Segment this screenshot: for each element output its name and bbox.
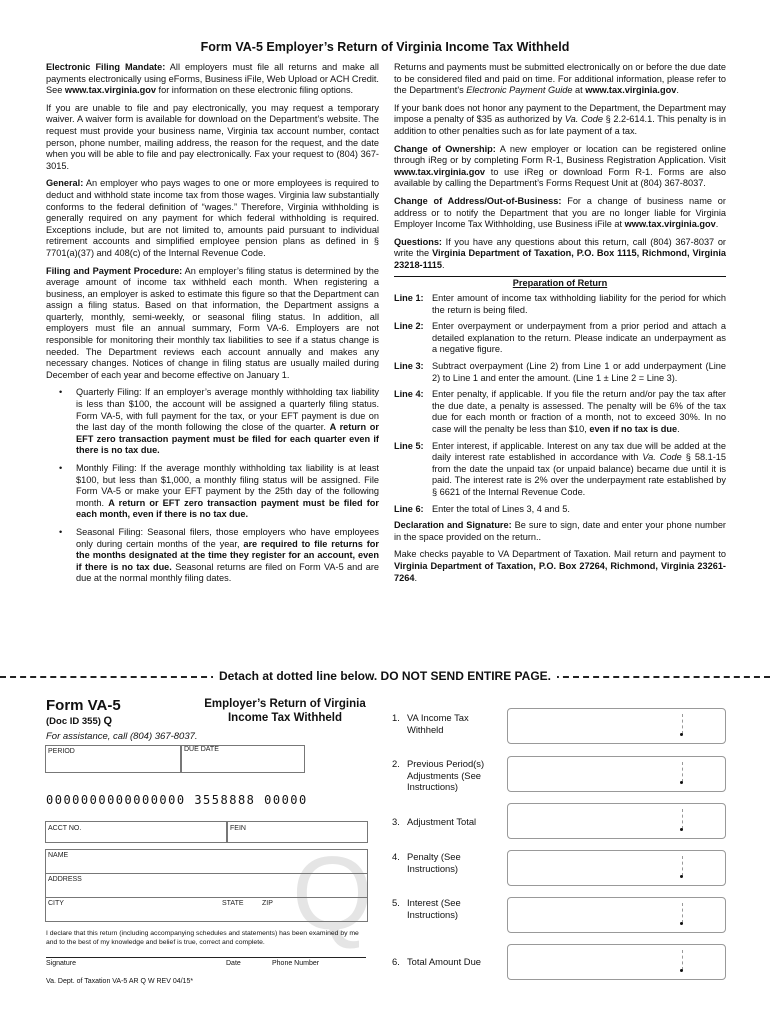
line-number: 1. [392,712,400,723]
waiver-paragraph: If you are unable to file and pay electronically, you may request a temporary waiver. A waiver form is available for download on the Department’s website. The request must provide your business name, Virginia tax account number, contact person, phone number, mailing address, the reason for the request, and the date when you will be able to file and pay electronically. Fax your request to (804) 367-3015. [46,102,379,171]
filing-procedure-heading: Filing and Payment Procedure: [46,265,183,276]
line4-end: . [677,424,680,435]
payment-guide-link[interactable]: www.tax.virginia.gov [585,85,677,96]
at-text: at [575,85,583,96]
line5-amount-box[interactable] [507,897,726,933]
line1-label: Line 1: [394,293,424,304]
efm-tail: for information on these electronic filing options. [158,85,354,96]
doc-q: Q [103,715,113,727]
name-field[interactable] [45,849,368,874]
address-field[interactable] [45,873,368,898]
line4-text: Enter penalty, if applicable. If you file the return and/or pay the tax after the due date, a penalty is assessed. The penalty will be 6% of the tax due for each month or fraction of a month, not to exceed 30%. In no case will the penalty be less than $10, [432,389,726,435]
line5-code-ref: Va. Code [642,452,682,463]
phone-label: Phone Number [272,960,320,967]
period-label: PERIOD [48,748,75,755]
electronic-submission-paragraph [394,62,726,97]
name-label: NAME [48,852,69,859]
filing-status-list [46,387,379,585]
address-change-end: . [715,219,719,230]
decimal-divider [682,762,683,782]
general-text: An employer who pays wages to one or more employees is required to deduct and withhold state income tax from those wages. Virginia law substantially conforms to the federal definition of “wages.” Therefore, Virginia withholding is generally required on any payment for which federal withholding is required. Exceptions include, but are not limited to, amounts paid pursuant to individual retirement accounts and simplified employee pension plans as defined in § 7701(a)(37) and 408(c) of the Internal Revenue Code. [46,178,379,258]
due-date-label: DUE DATE [184,746,219,753]
preparation-heading: Preparation of Return [394,276,726,290]
address-change-link[interactable]: www.tax.virginia.gov [624,219,716,230]
line3-text: Subtract overpayment (Line 2) from Line 1 or add underpayment (Line 2) to Line 1 and enter the amount. (Line 1 ± Line 2 = Line 3). [432,361,726,383]
line5-label: Line 5: [394,440,424,451]
checks-end: . [414,572,418,583]
period-mark: . [676,85,679,96]
signature-label: Signature [46,960,76,967]
payment-guide-title: Electronic Payment Guide [466,85,573,96]
monthly-filing-emphasis: A return or EFT zero transaction payment must be filed for each month, even if there is no tax due. [76,497,379,520]
questions-paragraph [394,237,726,272]
bank-penalty-paragraph [394,103,726,138]
decimal-point [680,875,683,878]
decimal-divider [682,714,683,734]
assistance-line: For assistance, call (804) 367-8037. [46,731,198,742]
line-label: Total Amount Due [407,956,481,967]
ownership-paragraph [394,144,726,190]
line-number: 3. [392,816,400,827]
general-paragraph [46,178,379,259]
checks-address: Virginia Department of Taxation, P.O. Box 27264, Richmond, Virginia 23261-7264 [394,560,726,583]
line2-amount-box[interactable] [507,756,726,792]
ownership-text: A new employer or location can be registered online through iReg or by completing Form R-1, Business Registration Application. Visit [394,143,726,166]
seasonal-filing-text: Seasonal Filing: Seasonal filers, those employers who have employees only during certain months of the year, [76,526,379,549]
seasonal-filing-item [76,527,379,585]
line4-emphasis: even if no tax is due [589,424,678,435]
acct-no-label: ACCT NO. [48,825,82,832]
line-number: 5. [392,897,400,908]
ownership-tail: to use iReg or download Form R-1. Forms are also available by calling the Department’s Forms Request Unit at (804) 367-8037. [394,166,726,189]
decimal-point [680,733,683,736]
electronic-submission-text: Returns and payments must be submitted electronically on or before the due date to be considered filed and paid on time. For additional information, please refer to the Department's [394,62,726,96]
line2-label: Line 2: [394,321,424,332]
line1-instruction [394,293,726,316]
detach-line [0,667,770,681]
filing-procedure-text: An employer’s filing status is determined by the average amount of income tax withheld each month. When registering a business, an employer is asked to estimate this figure so that the Department can assign a filing status. Based on that information, the Department assigns a quarterly, monthly, semi-weekly, or seasonal filing status. In addition, all employers must file an annual summary, Form VA-6. Employers are not responsible for monitoring their monthly tax liabilities to see if a status change is needed. The Department reviews each account annually and makes any necessary changes. Notices of change in filing status are usually mailed during December of each year and become effective on January 1. [46,265,380,380]
address-change-heading: Change of Address/Out-of-Business: [394,195,562,206]
line-label: VA Income Tax Withheld [407,712,469,735]
watermark-q: Q [292,836,373,952]
efm-heading: Electronic Filing Mandate: [46,62,166,72]
ownership-heading: Change of Ownership: [394,143,496,154]
line4-instruction [394,389,726,435]
detach-notice [0,667,770,685]
line6-text: Enter the total of Lines 3, 4 and 5. [432,503,570,514]
line1-text: Enter amount of income tax withholding liability for the period for which the return is being filed. [432,293,726,315]
line4-amount-box[interactable] [507,850,726,886]
line6-label: Line 6: [394,503,424,514]
line3-label: Line 3: [394,361,424,372]
filing-procedure-paragraph [46,266,379,382]
bank-penalty-tail: § 2.2-614.1. This penalty is in addition to other penalties such as for late payment of a tax. [394,114,726,136]
general-heading: General: [46,178,84,189]
questions-heading: Questions: [394,236,442,247]
page-title: Form VA-5 Employer’s Return of Virginia Income Tax Withheld [200,40,570,54]
state-label: STATE [222,900,244,907]
decimal-point [680,922,683,925]
decimal-point [680,828,683,831]
line4-label: Line 4: [394,389,424,400]
efm-website-link[interactable]: www.tax.virginia.gov [64,85,156,96]
form-name: Form VA-5 [46,697,121,714]
line5-instruction [394,441,726,499]
decimal-divider [682,903,683,923]
line3-instruction [394,361,726,384]
ownership-link[interactable]: www.tax.virginia.gov [394,166,486,177]
quarterly-filing-emphasis: A return or EFT zero transaction payment must be filed for each quarter even if there is no tax due. [76,422,379,456]
line-number: 4. [392,851,400,862]
monthly-filing-text: Monthly Filing: If the average monthly withholding tax liability is at least $100, but less than $1,000, a monthly filing status will be assigned. File Form VA-5 or make your EFT payment by the 25th day of the following month. [76,463,379,508]
quarterly-filing-text: Quarterly Filing: If an employer’s average monthly withholding tax liability is less than $100, the account will be assigned a quarterly filing status. Form VA-5, with full payment for the tax, or your EFT payment is due on the last day of the month following the close of the quarter. [76,387,379,433]
questions-end: . [442,259,445,270]
city-label: CITY [48,900,64,907]
line-number: 6. [392,956,400,967]
decimal-divider [682,856,683,876]
seasonal-filing-tail: Seasonal returns are filed on Form VA-5 and are due at the normal monthly filing dates. [76,561,379,584]
employer-return-title: Employer’s Return of Virginia Income Tax Withheld [204,698,366,724]
doc-id [46,715,112,727]
address-change-paragraph [394,196,726,231]
date-label: Date [226,960,241,967]
decimal-point [680,781,683,784]
declaration-statement: I declare that this return (including accompanying schedules and statements) has been examined by me and to the best of my knowledge and belief is true, correct and complete. [46,930,359,946]
line6-amount-box[interactable] [507,944,726,980]
form-footer: Va. Dept. of Taxation VA-5 AR Q W REV 04/15* [46,978,194,985]
city-state-zip-field[interactable] [45,897,368,922]
address-change-text: For a change of business name or address or to notify the Department that you are no longer liable for Virginia Employer Income Tax Withholding, use Business iFile at [394,195,726,230]
seasonal-filing-emphasis: are required to file returns for the months designated at the time they register for an account, even if there is no tax due. [76,538,379,572]
fein-field[interactable] [226,821,368,843]
line-label: Previous Period(s) Adjustments (See Instructions) [407,758,485,793]
line3-amount-box[interactable] [507,803,726,839]
zip-label: ZIP [262,900,273,907]
checks-text: Make checks payable to VA Department of Taxation. Mail return and payment to [394,549,726,560]
line2-text: Enter overpayment or underpayment from a prior period and attach a detailed explanation to the return. Please indicate an underpayment as a negative figure. [432,321,726,355]
line1-amount-box[interactable] [507,708,726,744]
line-label: Penalty (See Instructions) [407,851,461,874]
checks-paragraph [394,549,726,584]
bank-penalty-text: If your bank does not honor any payment to the Department, the Department may impose a penalty of $35 as authorized by [394,102,726,125]
monthly-filing-item [76,463,379,521]
decimal-point [680,969,683,972]
declaration-text: Be sure to sign, date and enter your phone number in the space provided on the return.. [394,520,726,542]
doc-id-text: (Doc ID 355) [46,716,101,727]
instructions-right-column [394,62,726,590]
declaration-heading: Declaration and Signature: [394,520,512,531]
fein-label: FEIN [230,825,246,832]
line6-instruction [394,504,726,516]
address-label: ADDRESS [48,876,82,883]
decimal-divider [682,809,683,829]
questions-text: If you have any questions about this return, call (804) 367-8037 or write the [394,236,726,259]
declaration-paragraph [394,520,726,543]
efm-paragraph [46,62,379,97]
line-label: Interest (See Instructions) [407,897,461,920]
signature-line[interactable] [46,957,366,958]
detach-text: Detach at dotted line below. DO NOT SEND ENTIRE PAGE. [213,669,557,683]
efm-text: All employers must file all returns and make all payments electronically using eForms, Business iFile, Web Upload or ACH Credit. See [46,62,379,96]
questions-address: Virginia Department of Taxation, P.O. Box 1115, Richmond, Virginia 23218-1115 [394,248,726,270]
line5-tail: § 58.1-15 from the date the unpaid tax (or unpaid balance) became due until it is paid. The interest rate is 2% over the underpayment rate established by § 6621 of the Internal Revenue Code. [432,452,727,497]
line5-text: Enter interest, if applicable. Interest on any tax due will be added at the daily interest rate established in accordance with [432,440,726,463]
line-number: 2. [392,758,400,769]
line2-instruction [394,321,726,356]
instructions-left-column [46,62,379,591]
decimal-divider [682,950,683,970]
scan-line-code: 0000000000000000 3558888 00000 [46,793,308,807]
quarterly-filing-item [76,387,379,457]
va-code-ref: Va. Code [564,114,603,125]
line-label: Adjustment Total [407,816,477,827]
